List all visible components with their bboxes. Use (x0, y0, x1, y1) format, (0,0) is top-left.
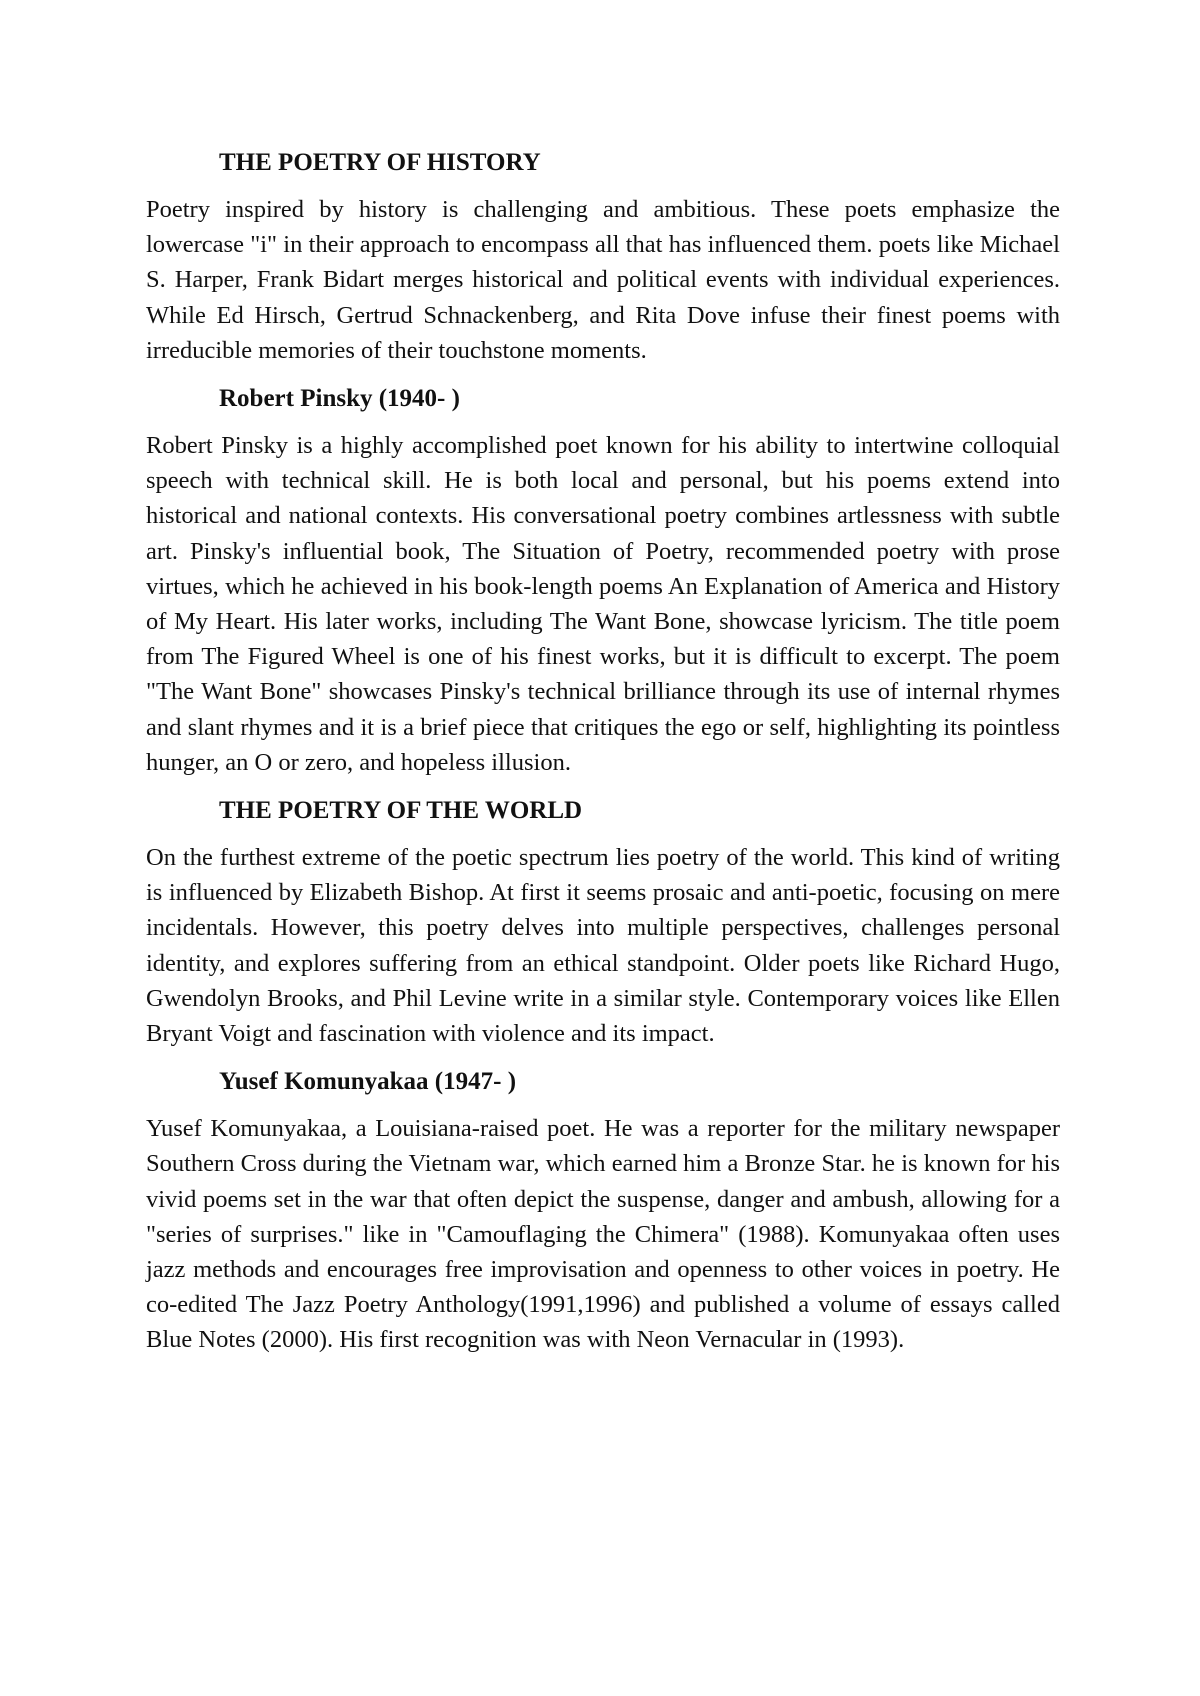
paragraph-yusef-komunyakaa: Yusef Komunyakaa, a Louisiana-raised poet. He was a reporter for the military newspaper Southern Cross during the Vietnam war, which earned him a Bronze Star. he is known for his vivid poems set in the war that often depict the suspense, danger and ambush, allowing for a "series of surprises." like in "Camouflaging the Chimera" (1988). Komunyakaa often uses jazz methods and encourages free improvisation and openness to other voices in poetry. He co-edited The Jazz Poetry Anthology(1991,1996) and published a volume of essays called Blue Notes (2000). His first recognition was with Neon Vernacular in (1993). (146, 1115, 1060, 1354)
subheading-robert-pinsky: Robert Pinsky (1940- ) (219, 385, 460, 413)
paragraph-robert-pinsky: Robert Pinsky is a highly accomplished poet known for his ability to intertwine colloquial speech with technical skill. He is both local and personal, but his poems extend into historical and national contexts. His conversational poetry combines artlessness with subtle art. Pinsky's influential book, The Situation of Poetry, recommended poetry with prose virtues, which he achieved in his book-length poems An Explanation of America and History of My Heart. His later works, including The Want Bone, showcase lyricism. The title poem from The Figured Wheel is one of his finest works, but it is difficult to excerpt. The poem "The Want Bone" showcases Pinsky's technical brilliance through its use of internal rhymes and slant rhymes and it is a brief piece that critiques the ego or self, highlighting its pointless hunger, an O or zero, and hopeless illusion. (146, 432, 1060, 776)
section-heading-poetry-of-the-world: THE POETRY OF THE WORLD (219, 797, 583, 825)
paragraph-poetry-of-history: Poetry inspired by history is challenging and ambitious. These poets emphasize the lowercase "i" in their approach to encompass all that has influenced them. poets like Michael S. Harper, Frank Bidart merges historical and political events with individual experiences. While Ed Hirsch, Gertrud Schnackenberg, and Rita Dove infuse their finest poems with irreducible memories of their touchstone moments. (146, 196, 1060, 364)
document-page (146, 146, 1060, 1372)
subheading-yusef-komunyakaa: Yusef Komunyakaa (1947- ) (219, 1068, 517, 1096)
section-heading-poetry-of-history: THE POETRY OF HISTORY (219, 149, 541, 176)
paragraph-poetry-of-the-world: On the furthest extreme of the poetic spectrum lies poetry of the world. This kind of writing is influenced by Elizabeth Bishop. At first it seems prosaic and anti-poetic, focusing on mere incidentals. However, this poetry delves into multiple perspectives, challenges personal identity, and explores suffering from an ethical standpoint. Older poets like Richard Hugo, Gwendolyn Brooks, and Phil Levine write in a similar style. Contemporary voices like Ellen Bryant Voigt and fascination with violence and its impact. (146, 844, 1060, 1048)
